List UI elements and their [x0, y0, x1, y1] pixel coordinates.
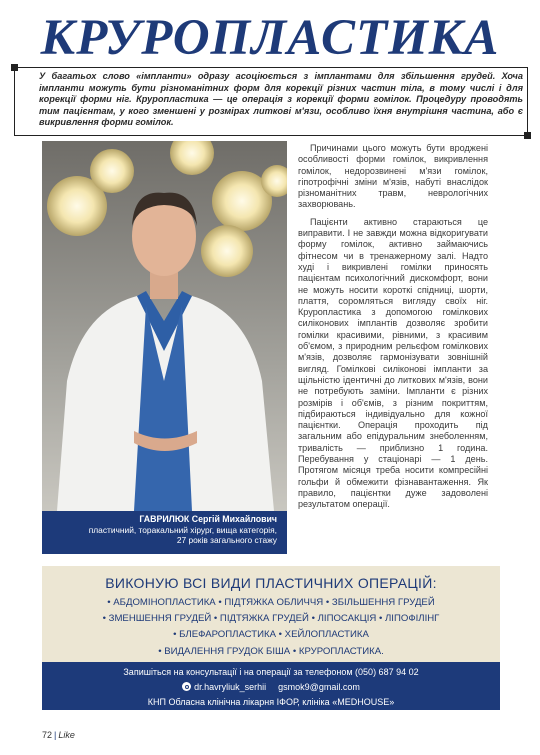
services-row: • АБДОМІНОПЛАСТИКА • ПІДТЯЖКА ОБЛИЧЧЯ • ЗБІЛЬШЕННЯ ГРУДЕЙ: [107, 597, 435, 608]
lead-box: [14, 67, 528, 136]
doctor-title: пластичний, торакальний хірург, вища категорія,: [88, 524, 277, 535]
page-title: КРУРОПЛАСТИКА: [40, 10, 500, 66]
magazine-name: Like: [58, 730, 75, 740]
article-paragraph: Причинами цього можуть бути вроджені особливості форми гомілок, викривлення гомілок, недорозвинені м'язи гомілок, гіпотрофічні зміни м'язів, набуті внаслідок різноманітних травм, неврологічних захворювань.: [298, 143, 488, 210]
lead-paragraph: У багатьох слово «імпланти» одразу асоціюється з імплантами для збільшення грудей. Хоча імпланти можуть бути різноманітних форм для корекції різних частин тіла, в тому числі і для корекції форми ніг. Круропластика — це операція з корекції форми гомілок. Процедуру проводять тим пацієнтам, у кого зменшені у розмірах литкові м'язи, особливо їхня внутрішня частина, або є викривлення форми гомілок.: [39, 71, 523, 128]
page-number: 72: [42, 730, 53, 740]
phone-line: Запишіться на консультації і на операції за телефоном (050) 687 94 02: [123, 667, 419, 677]
clinic-line: КНП Обласна клінічна лікарня ІФОР, клініка «MEDHOUSE»: [147, 697, 395, 707]
services-row: • ЗМЕНШЕННЯ ГРУДЕЙ • ПІДТЯЖКА ГРУДЕЙ • ЛІПОСАКЦІЯ • ЛІПОФІЛІНГ: [102, 613, 440, 625]
footer-divider: |: [54, 730, 57, 740]
social-line: [42, 680, 500, 695]
photo-caption: [42, 511, 287, 554]
services-row: • ВИДАЛЕННЯ ГРУДОК БІША • КРУРОПЛАСТИКА.: [158, 645, 384, 657]
doctor-photo-illustration: [42, 141, 287, 511]
services-row: • БЛЕФАРОПЛАСТИКА • ХЕЙЛОПЛАСТИКА: [173, 629, 369, 641]
contacts-box: [42, 662, 500, 710]
doctor-experience: 27 років загального стажу: [176, 535, 277, 545]
article-paragraph: Пацієнти активно стараються це виправити. І не завжди можна відкоригувати форму гомілок, активно займаючись фітнесом чи в тренажерному залі. Надто худі і викривлені гомілки приносять пацієнтам психологічний дискомфорт, вони не можуть носити короткі спідниці, шорти, плаття, соромляться вигляду своїх ніг. Круропластика з допомогою гомілкових силіконових імплантів дозволяє зробити гомілки красивими, рівними, з красивим об'ємом, з природним рельєфом гомілкових м'язів, дозволяє гармонізувати зовнішній вигляд. Гомілкові силіконові імпланти за щільністю ідентичні до литкових м'язів, вони не потребують заміни. Імпланти є різних розмірів і об'ємів, з різним покриттям, підбираються індивідуально для кожної пацієнтки. Операція проходить під загальним або епідуральним знеболенням, тривалість — приблизно 1 година. Перебування у стаціонарі — 1 день. Протягом місяця треба носити компресійні гольфи й обмежити фізнавантаження. Як правило, пацієнтки дуже задоволені результатом операції.: [298, 216, 488, 510]
instagram-handle[interactable]: dr.havryliuk_serhii: [194, 682, 267, 692]
services-box: [42, 566, 500, 662]
article-body: [298, 143, 488, 517]
instagram-icon: [182, 682, 191, 691]
corner-mark: [11, 64, 18, 71]
email-link[interactable]: gsmok9@gmail.com: [278, 682, 360, 692]
services-heading: ВИКОНУЮ ВСІ ВИДИ ПЛАСТИЧНИХ ОПЕРАЦІЙ:: [105, 575, 437, 591]
page-footer: [42, 730, 75, 740]
doctor-photo: [42, 141, 287, 511]
corner-mark: [524, 132, 531, 139]
doctor-name: ГАВРИЛЮК Сергій Михайлович: [139, 514, 277, 524]
